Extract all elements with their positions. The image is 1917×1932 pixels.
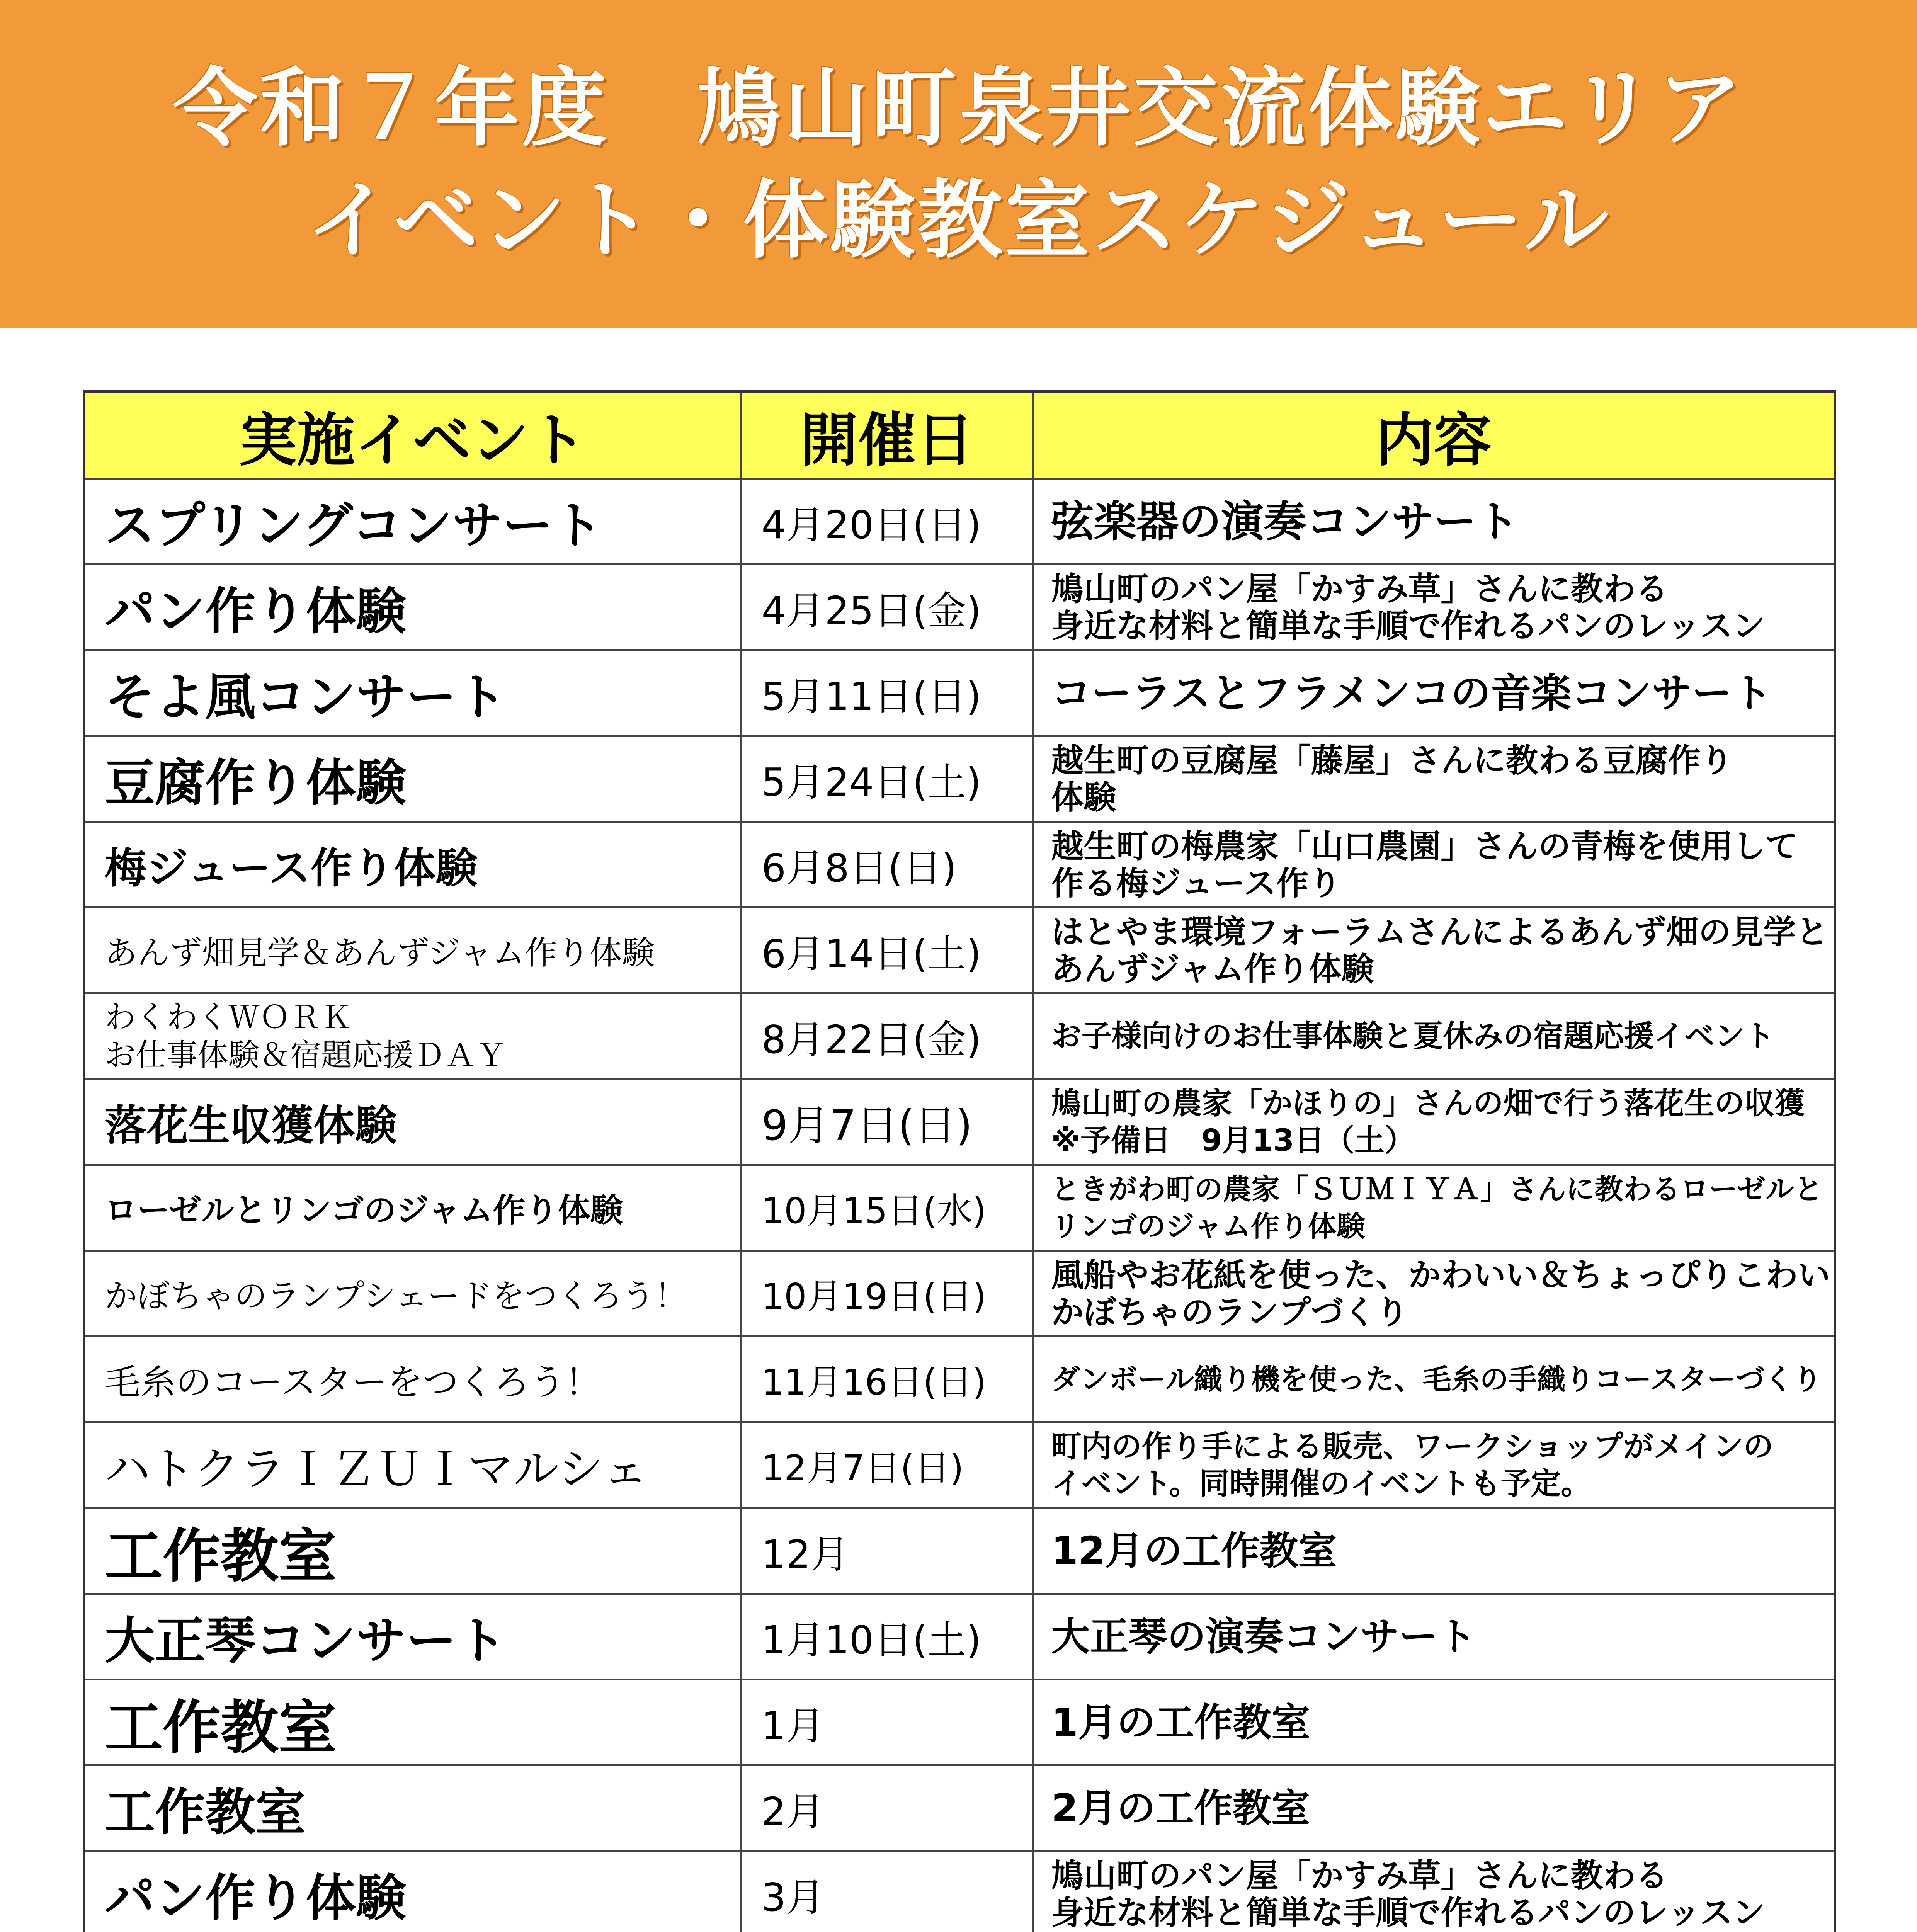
event-date: 12月 xyxy=(741,1508,1033,1594)
table-row xyxy=(84,822,1835,908)
table-row xyxy=(84,479,1835,565)
event-date: 12月7日(日) xyxy=(741,1422,1033,1508)
table-row xyxy=(84,1594,1835,1680)
header-event: 実施イベント xyxy=(84,391,741,479)
event-desc: ダンボール織り機を使った、毛糸の手織りコースターづくり xyxy=(1033,1337,1835,1422)
event-date: 5月24日(土) xyxy=(741,736,1033,822)
event-date: 1月 xyxy=(741,1680,1033,1765)
event-name: 工作教室 xyxy=(84,1765,741,1851)
event-desc: はとやま環境フォーラムさんによるあんず畑の見学と あんずジャム作り体験 xyxy=(1033,908,1835,993)
table-row xyxy=(84,650,1835,736)
table-row xyxy=(84,993,1835,1079)
event-date: 8月22日(金) xyxy=(741,993,1033,1079)
event-date: 10月15日(水) xyxy=(741,1165,1033,1251)
event-desc: 鳩山町のパン屋「かすみ草」さんに教わる 身近な材料と簡単な手順で作れるパンのレッスン xyxy=(1033,1851,1835,1932)
event-name: わくわくＷＯＲＫ お仕事体験＆宿題応援ＤＡＹ xyxy=(84,993,741,1079)
event-desc: 鳩山町の農家「かほりの」さんの畑で行う落花生の収獲 ※予備日 9月13日（土） xyxy=(1033,1079,1835,1165)
table-row xyxy=(84,908,1835,993)
table-row xyxy=(84,1079,1835,1165)
event-date: 6月14日(土) xyxy=(741,908,1033,993)
event-desc: 大正琴の演奏コンサート xyxy=(1033,1594,1835,1680)
event-name: ローゼルとリンゴのジャム作り体験 xyxy=(84,1165,741,1251)
event-date: 2月 xyxy=(741,1765,1033,1851)
schedule-header-row xyxy=(84,391,1835,479)
event-desc: 弦楽器の演奏コンサート xyxy=(1033,479,1835,565)
event-desc: 1月の工作教室 xyxy=(1033,1680,1835,1765)
event-name: 梅ジュース作り体験 xyxy=(84,822,741,908)
page-title-line1: 令和７年度 鳩山町泉井交流体験エリア xyxy=(172,59,1745,158)
header-date: 開催日 xyxy=(741,391,1033,479)
event-date: 4月25日(金) xyxy=(741,565,1033,650)
table-row xyxy=(84,1422,1835,1508)
event-date: 1月10日(土) xyxy=(741,1594,1033,1680)
table-row xyxy=(84,1851,1835,1932)
event-name: パン作り体験 xyxy=(84,565,741,650)
event-date: 5月11日(日) xyxy=(741,650,1033,736)
event-date: 11月16日(日) xyxy=(741,1337,1033,1422)
event-desc: コーラスとフラメンコの音楽コンサート xyxy=(1033,650,1835,736)
table-row xyxy=(84,1165,1835,1251)
table-row xyxy=(84,1765,1835,1851)
header-content: 内容 xyxy=(1033,391,1835,479)
event-desc: 風船やお花紙を使った、かわいい＆ちょっぴりこわい かぼちゃのランプづくり xyxy=(1033,1251,1835,1337)
event-date: 10月19日(日) xyxy=(741,1251,1033,1337)
event-name: 落花生収獲体験 xyxy=(84,1079,741,1165)
event-desc: 町内の作り手による販売、ワークショップがメインの イベント。同時開催のイベントも予定。 xyxy=(1033,1422,1835,1508)
event-desc: お子様向けのお仕事体験と夏休みの宿題応援イベント xyxy=(1033,993,1835,1079)
event-date: 4月20日(日) xyxy=(741,479,1033,565)
event-date: 3月 xyxy=(741,1851,1033,1932)
table-row xyxy=(84,1337,1835,1422)
table-row xyxy=(84,565,1835,650)
event-name: ハトクラＩＺＵＩマルシェ xyxy=(84,1422,741,1508)
event-desc: 鳩山町のパン屋「かすみ草」さんに教わる 身近な材料と簡単な手順で作れるパンのレッスン xyxy=(1033,565,1835,650)
event-date: 6月8日(日) xyxy=(741,822,1033,908)
table-row xyxy=(84,1508,1835,1594)
event-name: かぼちゃのランプシェードをつくろう！ xyxy=(84,1251,741,1337)
event-name: 豆腐作り体験 xyxy=(84,736,741,822)
event-desc: 2月の工作教室 xyxy=(1033,1765,1835,1851)
event-name: そよ風コンサート xyxy=(84,650,741,736)
event-name: 大正琴コンサート xyxy=(84,1594,741,1680)
table-row xyxy=(84,1251,1835,1337)
event-name: 毛糸のコースターをつくろう！ xyxy=(84,1337,741,1422)
page-header xyxy=(0,0,1917,328)
event-desc: 越生町の豆腐屋「藤屋」さんに教わる豆腐作り 体験 xyxy=(1033,736,1835,822)
schedule-table xyxy=(83,390,1836,1932)
table-row xyxy=(84,1680,1835,1765)
event-name: 工作教室 xyxy=(84,1508,741,1594)
event-desc: 12月の工作教室 xyxy=(1033,1508,1835,1594)
event-name: 工作教室 xyxy=(84,1680,741,1765)
event-name: スプリングコンサート xyxy=(84,479,741,565)
event-name: あんず畑見学＆あんずジャム作り体験 xyxy=(84,908,741,993)
table-row xyxy=(84,736,1835,822)
event-desc: ときがわ町の農家「ＳＵＭＩＹＡ」さんに教わるローゼルと リンゴのジャム作り体験 xyxy=(1033,1165,1835,1251)
event-date: 9月7日(日) xyxy=(741,1079,1033,1165)
page-title-line2: イベント・体験教室スケジュール xyxy=(306,171,1611,270)
event-desc: 越生町の梅農家「山口農園」さんの青梅を使用して 作る梅ジュース作り xyxy=(1033,822,1835,908)
event-name: パン作り体験 xyxy=(84,1851,741,1932)
